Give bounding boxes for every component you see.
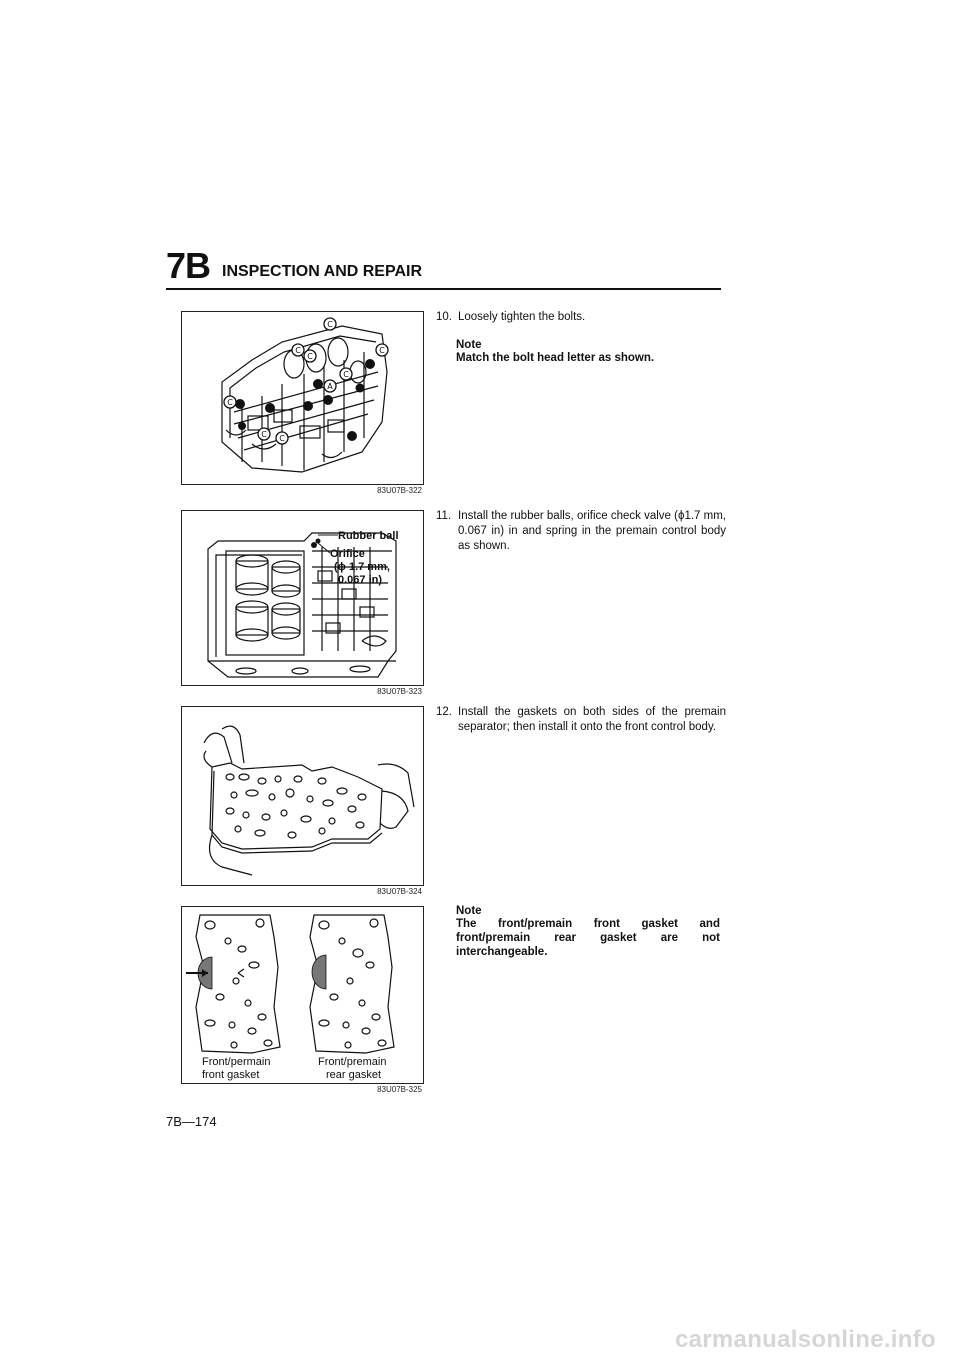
step-text: Loosely tighten the bolts. [458,311,586,323]
figure-code: 83U07B-322 [377,486,422,495]
note-body: The front/premain front gasket and front/premain rear gasket are not interchangeable. [456,918,720,958]
step-number: 12. [436,706,452,718]
figure-code: 83U07B-324 [377,887,422,896]
label-rubber-ball: Rubber ball [338,530,399,542]
step-12 [436,705,728,735]
figure-code: 83U07B-323 [377,687,422,696]
section-title: INSPECTION AND REPAIR [222,263,423,280]
figure-bolt-letters [181,311,424,485]
section-code: 7B [166,245,211,286]
step-10 [436,310,728,325]
svg-text:C: C [261,430,267,439]
svg-text:C: C [295,346,301,355]
figure-code: 83U07B-325 [377,1085,422,1094]
svg-text:C: C [227,398,233,407]
svg-text:C: C [379,346,385,355]
note-body: Match the bolt head letter as shown. [456,352,655,364]
svg-text:A: A [327,382,333,391]
figure-separator-install [181,706,424,886]
step-11 [436,509,728,554]
separator-plate-illustration [182,707,423,885]
step-text: Install the rubber balls, orifice check valve (ϕ1.7 mm, 0.067 in) in and spring in the premain control body as shown. [458,510,726,552]
page-number: 7B—174 [166,1114,217,1129]
svg-text:C: C [307,352,313,361]
svg-text:C: C [279,434,285,443]
watermark: carmanualsonline.info [674,1326,936,1353]
label-orifice-size-mm: (ϕ 1.7 mm, [334,561,390,573]
label-orifice: Orifice [330,548,365,560]
label-orifice-size-in: 0.067 in) [338,574,383,586]
step-number: 10. [436,311,452,323]
note-heading: Note [456,905,482,917]
control-body-illustration [182,312,423,484]
label-right-gasket-line1: Front/premain [318,1056,387,1068]
gasket-comparison-illustration [182,907,423,1083]
label-right-gasket-line2: rear gasket [326,1069,382,1081]
header-rule [166,288,721,290]
step-number: 11. [436,510,452,522]
note-heading: Note [456,339,482,351]
label-left-gasket-line1: Front/permain [202,1056,271,1068]
svg-text:C: C [343,370,349,379]
premain-control-body-illustration [182,511,423,685]
svg-text:C: C [327,320,333,329]
figure-rubber-ball-orifice [181,510,424,686]
label-left-gasket-line2: front gasket [202,1069,260,1081]
figure-gaskets [181,906,424,1084]
step-text: Install the gaskets on both sides of the premain separator; then install it onto the front control body. [458,706,726,733]
